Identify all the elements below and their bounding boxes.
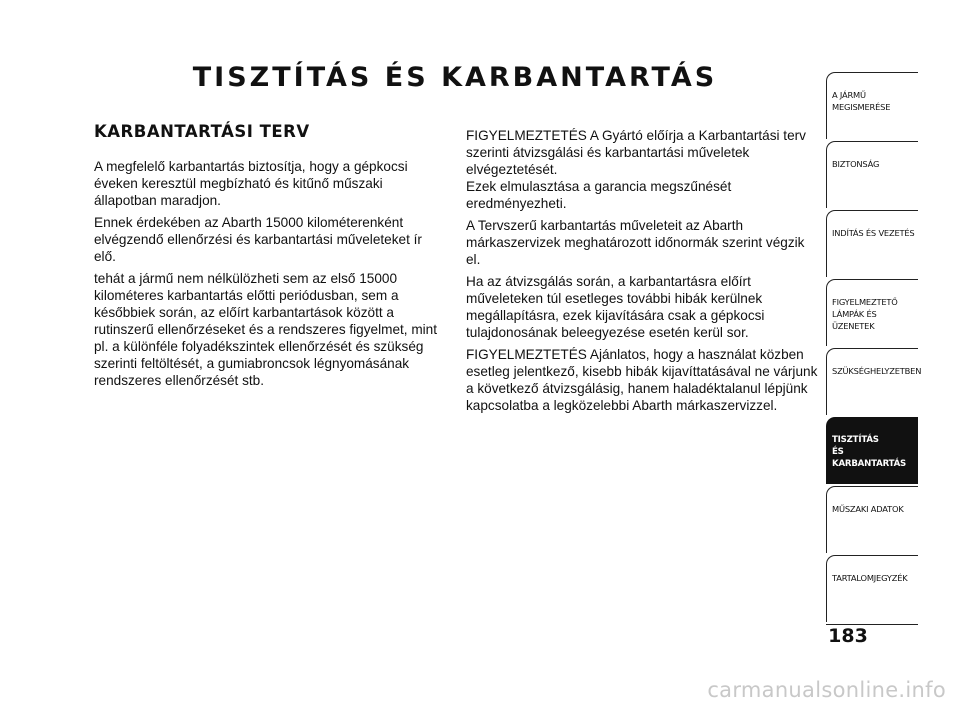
tab-label: A JÁRMŰ MEGISMERÉSE	[832, 90, 891, 112]
paragraph: Ezek elmulasztása a garancia megszűnését eredményezheti.	[466, 179, 732, 211]
section-heading: KARBANTARTÁSI TERV	[94, 122, 310, 141]
tab-label: SZÜKSÉGHELYZETBEN	[832, 366, 922, 376]
paragraph: tehát a jármű nem nélkülözheti sem az első 15000 kilométeres karbantartás előtti periódusban, sem a későbbiek során, az előírt karbantartások között a rutinszerű ellenőrzéseket és a rendszeres figyelmet, mint pl. a különféle folyadékszintek ellenőrzését és szükség szerinti feltöltését, a gumiabroncsok légnyomásának rendszeres ellenőrzését stb.	[94, 271, 438, 388]
tab-label: TISZTÍTÁS ÉS KARBANTARTÁS	[832, 435, 907, 469]
tab-label: BIZTONSÁG	[832, 159, 880, 169]
chapter-index-sidebar	[826, 72, 922, 626]
tab-szukseghelyzetben[interactable]	[826, 348, 922, 415]
tab-label: FIGYELMEZTETŐ LÁMPÁK ÉS ÜZENETEK	[832, 297, 898, 331]
right-column	[466, 127, 818, 419]
tab-label: TARTALOMJEGYZÉK	[832, 573, 908, 583]
page-number: 183	[828, 625, 868, 647]
tab-inditas-es-vezetes[interactable]	[826, 210, 918, 277]
tab-label: MŰSZAKI ADATOK	[832, 504, 904, 514]
tab-tisztitas-es-karbantartas[interactable]	[826, 417, 918, 484]
left-column	[94, 123, 441, 394]
paragraph: A megfelelő karbantartás biztosítja, hogy a gépkocsi éveken keresztül megbízható és kitűnő műszaki állapotban maradjon.	[94, 159, 408, 208]
tab-figyelmezteto-lampak[interactable]	[826, 279, 918, 346]
tab-label: INDÍTÁS ÉS VEZETÉS	[832, 228, 915, 238]
paragraph: Ha az átvizsgálás során, a karbantartásra előírt műveleteken túl esetleges további hibák kerülnek megállapításra, ezek kijavítására csak a gépkocsi tulajdonosának beleegyezése esetén kerül sor.	[466, 274, 765, 340]
page-title: TISZTÍTÁS ÉS KARBANTARTÁS	[192, 62, 718, 93]
paragraph: Ennek érdekében az Abarth 15000 kilométerenként elvégzendő ellenőrzési és karbantartási műveleteket ír elő.	[94, 215, 422, 264]
tab-biztonsag[interactable]	[826, 141, 918, 208]
tab-muszaki-adatok[interactable]	[826, 486, 918, 553]
tab-tartalomjegyzek[interactable]	[826, 555, 918, 622]
warning-paragraph: FIGYELMEZTETÉS A Gyártó előírja a Karbantartási terv szerinti átvizsgálási és karbantartási műveletek elvégeztetését.	[466, 128, 806, 177]
watermark: carmanualsonline.info	[707, 678, 946, 702]
tab-jarmu-megismerese[interactable]	[826, 72, 918, 139]
warning-paragraph: FIGYELMEZTETÉS Ajánlatos, hogy a használat közben esetleg jelentkező, kisebb hibák kijavíttatásával ne várjunk a következő átvizsgálásig, hanem haladéktalanul lépjünk kapcsolatba a legközelebbi Abarth márkaszervizzel.	[466, 347, 818, 413]
paragraph: A Tervszerű karbantartás műveleteit az Abarth márkaszervizek meghatározott időnormák szerint végzik el.	[466, 218, 805, 267]
